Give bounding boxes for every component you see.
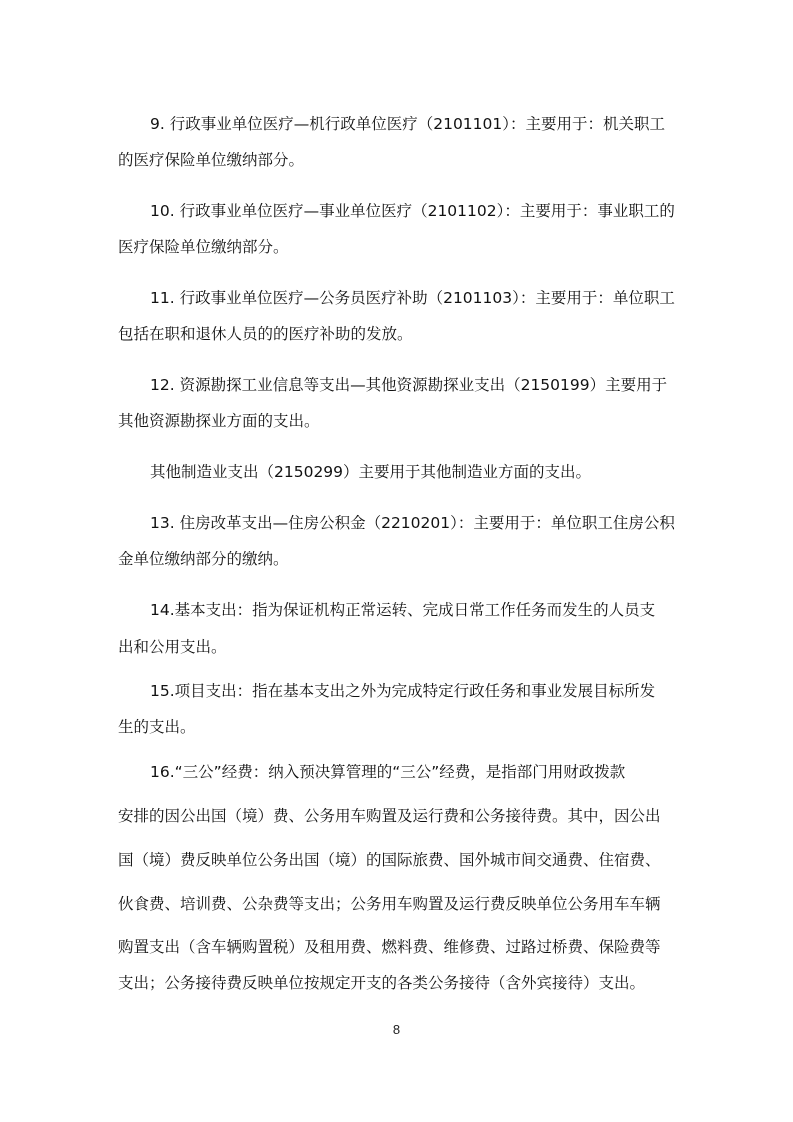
item-14-line-1: 14.基本支出：指为保证机构正常运转、完成日常工作任务而发生的人员支 <box>150 601 656 619</box>
item-16-line-3: 国（境）费反映单位公务出国（境）的国际旅费、国外城市间交通费、住宿费、 <box>118 851 661 869</box>
item-14-line-2: 出和公用支出。 <box>118 638 227 656</box>
item-16-line-1: 16.“三公”经费：纳入预决算管理的“三公”经费，是指部门用财政拨款 <box>150 763 626 781</box>
item-12-extra: 其他制造业支出（2150299）主要用于其他制造业方面的支出。 <box>150 463 592 481</box>
item-11-line-1: 11. 行政事业单位医疗—公务员医疗补助（2101103）：主要用于：单位职工 <box>150 289 675 307</box>
item-12-line-2: 其他资源勘探业方面的支出。 <box>118 412 320 430</box>
item-16-line-5: 购置支出（含车辆购置税）及租用费、燃料费、维修费、过路过桥费、保险费等 <box>118 938 661 956</box>
item-13-line-1: 13. 住房改革支出—住房公积金（2210201）：主要用于：单位职工住房公积 <box>150 514 675 532</box>
item-13-line-2: 金单位缴纳部分的缴纳。 <box>118 550 289 568</box>
item-16-line-6: 支出；公务接待费反映单位按规定开支的各类公务接待（含外宾接待）支出。 <box>118 974 646 992</box>
item-16-line-4: 伙食费、培训费、公杂费等支出；公务用车购置及运行费反映单位公务用车车辆 <box>118 895 661 913</box>
item-9-line-2: 的医疗保险单位缴纳部分。 <box>118 151 305 169</box>
item-12-line-1: 12. 资源勘探工业信息等支出—其他资源勘探业支出（2150199）主要用于 <box>150 376 668 394</box>
item-15-line-2: 生的支出。 <box>118 718 196 736</box>
item-10-line-2: 医疗保险单位缴纳部分。 <box>118 238 289 256</box>
item-11-line-2: 包括在职和退休人员的的医疗补助的发放。 <box>118 325 413 343</box>
item-15-line-1: 15.项目支出：指在基本支出之外为完成特定行政任务和事业发展目标所发 <box>150 682 656 700</box>
item-9-line-1: 9. 行政事业单位医疗—机行政单位医疗（2101101）：主要用于：机关职工 <box>150 115 665 133</box>
item-16-line-2: 安排的因公出国（境）费、公务用车购置及运行费和公务接待费。其中，因公出 <box>118 807 661 825</box>
item-10-line-1: 10. 行政事业单位医疗—事业单位医疗（2101102）：主要用于：事业职工的 <box>150 202 675 220</box>
page-number: 8 <box>392 1022 401 1037</box>
